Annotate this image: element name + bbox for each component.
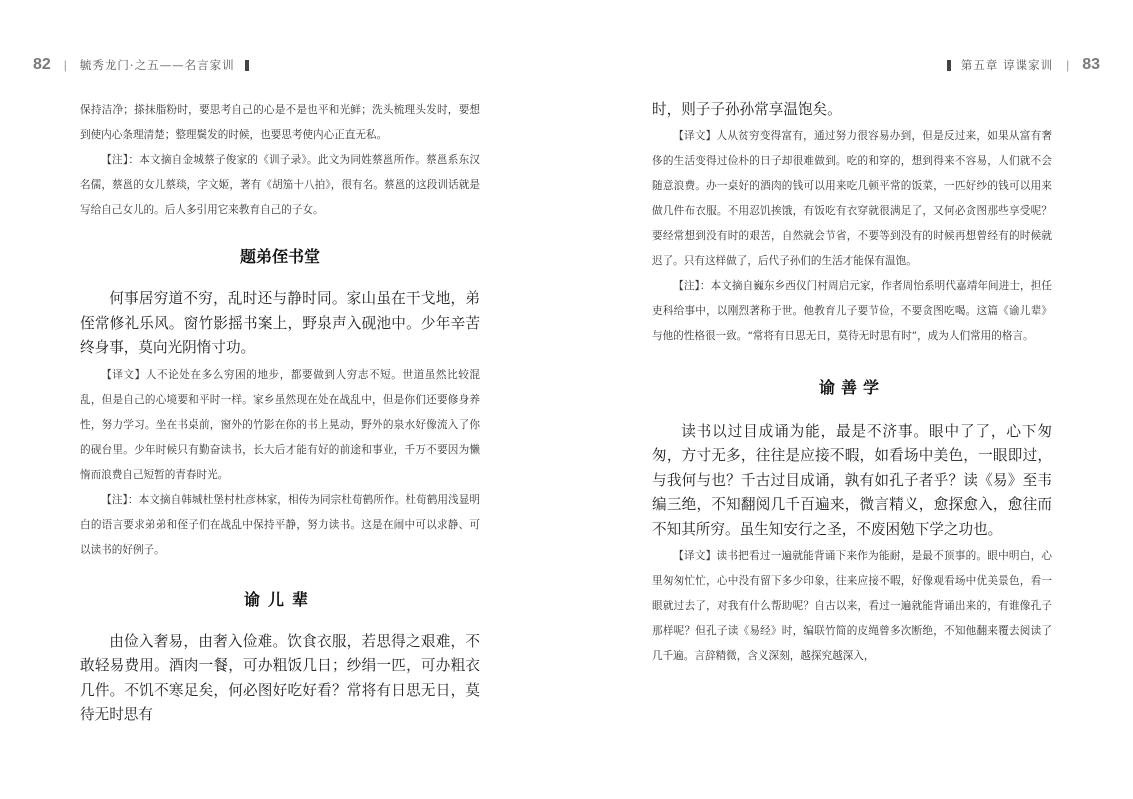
section-title: 谕善学 bbox=[818, 377, 885, 397]
right-page-body bbox=[652, 98, 1052, 669]
translation-text: 【译文】人不论处在多么穷困的地步，都要做到人穷志不短。世道虽然比较混乱，但是自己的心境要和平时一样。家乡虽然现在处在战乱中，但是你们还要修身养性，努力学习。坐在书桌前，窗外的竹影在你的书上晃动，野外的泉水好像流入了你的砚台里。少年时候只有勤奋读书，长大后才能有好的前途和事业，千万不要因为懒惰而浪费自己短暂的青春时光。 bbox=[80, 368, 480, 481]
page-number: 82 bbox=[33, 56, 51, 73]
verse-continuation: 时，则子子孙孙常享温饱矣。 bbox=[652, 101, 842, 118]
source-note: 【注】：本文摘自金城蔡子俊家的《训子录》。此文为同姓蔡邕所作。蔡邕系东汉名儒，蔡邕的女儿蔡琰，字文姬，著有《胡笳十八拍》，很有名。蔡邕的这段训话就是写给自己女儿的。后人多引用它来教育自己的子女。 bbox=[80, 154, 480, 216]
source-note: 【注】：本文摘自巍东乡西仪门村周启元家，作者周怡系明代嘉靖年间进士，担任吏科给事中，以刚烈著称于世。他教育儿子要节俭，不要贪图吃喝。这篇《谕儿辈》与他的性格很一致。“常将有日思无日，莫待无时思有时”，成为人们常用的格言。 bbox=[652, 279, 1052, 342]
continued-translation: 保持洁净；搽抹脂粉时，要思考自己的心是不是也平和光鲜；洗头梳理头发时，要想到使内心条理清楚；整理鬓发的时候，也要思考使内心正直无私。 bbox=[80, 104, 480, 141]
left-page-body bbox=[80, 98, 480, 728]
page-number: 83 bbox=[1082, 56, 1100, 73]
right-page bbox=[567, 0, 1133, 799]
verse-text: 何事居穷道不穷，乱时还与静时同。家山虽在干戈地，弟侄常修礼乐风。窗竹影摇书案上，野泉声入砚池中。少年辛苦终身事，莫向光阴惰寸功。 bbox=[80, 290, 480, 356]
header-block-mark bbox=[947, 60, 951, 71]
source-note: 【注】：本文摘自韩城杜堡村杜彦林家，相传为同宗杜荀鹤所作。杜荀鹤用浅显明白的语言要求弟弟和侄子们在战乱中保持平静，努力读书。这是在闹中可以求静、可以读书的好例子。 bbox=[80, 493, 480, 556]
running-title: 第五章 谆谍家训 bbox=[960, 58, 1054, 72]
translation-text: 【译文】人从贫穷变得富有，通过努力很容易办到，但是反过来，如果从富有奢侈的生活变得过俭朴的日子却很难做到。吃的和穿的，想到得来不容易，人们就不会随意浪费。办一桌好的酒肉的钱可以用来吃几顿平常的饭菜，一匹好纱的钱可以用来做几件布衣服。不用忍饥挨饿，有饭吃有衣穿就很满足了，又何必贪图那些享受呢？要经常想到没有时的艰苦，自然就会节省，不要等到没有的时候再想曾经有的时候就迟了。只有这样做了，后代子孙们的生活才能保有温饱。 bbox=[652, 129, 1052, 267]
left-running-header bbox=[33, 54, 259, 76]
right-running-header bbox=[937, 54, 1100, 76]
section-title: 谕儿辈 bbox=[243, 589, 316, 609]
header-divider: | bbox=[1066, 58, 1070, 72]
left-page bbox=[0, 0, 566, 799]
header-divider: | bbox=[63, 58, 67, 72]
verse-text: 由俭入奢易，由奢入俭难。饮食衣服，若思得之艰难，不敢轻易费用。酒肉一餐，可办粗饭几日；纱绢一匹，可办粗衣几件。不饥不寒足矣，何必图好吃好看？常将有日思无日，莫待无时思有 bbox=[80, 632, 480, 723]
header-block-mark bbox=[245, 60, 249, 71]
running-title: 毓秀龙门·之五——名言家训 bbox=[79, 58, 235, 72]
section-title: 题弟侄书堂 bbox=[239, 247, 320, 266]
verse-text: 读书以过目成诵为能，最是不济事。眼中了了，心下匆匆，方寸无多，往往是应接不暇，如看场中美色，一眼即过，与我何与也？千古过目成诵，孰有如孔子者乎？读《易》至韦编三绝，不知翻阅几千百遍来，微言精义，愈探愈入，愈往而不知其所穷。虽生知安行之圣，不废困勉下学之功也。 bbox=[652, 422, 1052, 538]
translation-text: 【译文】读书把看过一遍就能背诵下来作为能耐，是最不顶事的。眼中明白，心里匆匆忙忙，心中没有留下多少印象，往来应接不暇，好像观看场中优美景色，看一眼就过去了，对我有什么帮助呢？自古以来，看过一遍就能背诵出来的，有谁像孔子那样呢？但孔子读《易经》时，编联竹简的皮绳曾多次断绝，不知他翻来覆去阅读了几千遍。言辞精微，含义深刻，越探究越深入， bbox=[652, 550, 1052, 662]
